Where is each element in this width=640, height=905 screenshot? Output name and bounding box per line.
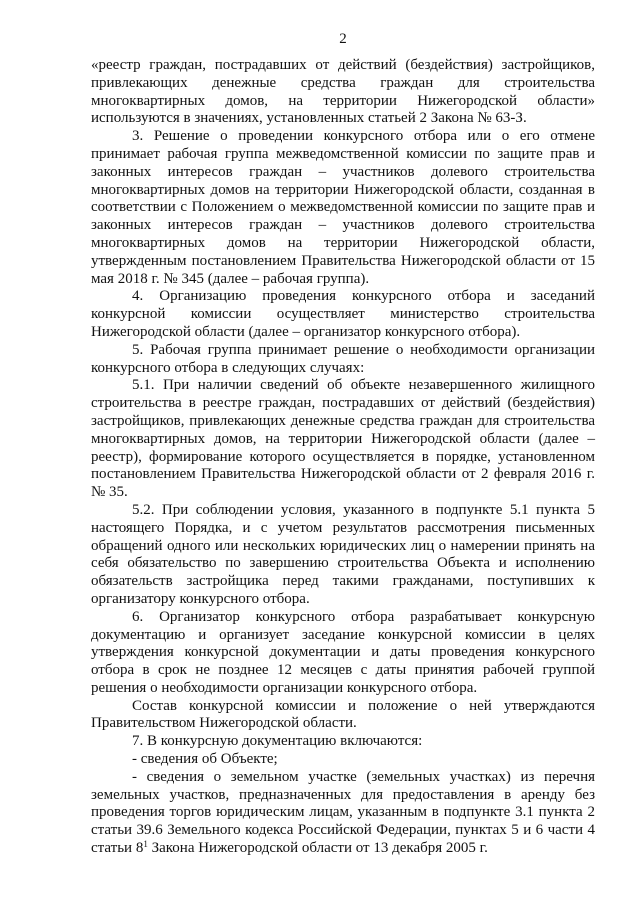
page-number: 2 [339, 31, 347, 47]
paragraph-5-cases: 5. Рабочая группа принимает решение о необходимости организации конкурсного отбора в следующих случаях: [91, 341, 595, 376]
document-page [91, 30, 595, 858]
paragraph-7-documentation-contents: 7. В конкурсную документацию включаются: [132, 733, 423, 750]
land-plot-text: - сведения о земельном участке (земельных участках) из перечня земельных участков, предназначенных для предоставления в аренду без проведения торгов юридическим лицам, указанным в подпункте 3.1 пункта 2 статьи 39.6 Земельного кодекса Российской Федерации, пунктах 5 и 6 части 4 статьи 8 [91, 768, 595, 857]
list-item-object-info: - сведения об Объекте; [132, 751, 278, 768]
paragraph-3-working-group-decision: 3. Решение о проведении конкурсного отбора или о его отмене принимает рабочая группа межведомственной комиссии по защите прав и законных интересов граждан – участников долевого строительства многоквартирных домов на территории Нижегородской области, созданная в соответствии с Положением о межведомственной комиссии по защите прав и законных интересов граждан – участников долевого строительства многоквартирных домов на территории Нижегородской области, утвержденным постановлением Правительства Нижегородской области от 15 мая 2018 г. № 345 (далее – рабочая группа). [91, 128, 595, 287]
paragraph-6-documentation: 6. Организатор конкурсного отбора разрабатывает конкурсную документацию и организует заседание конкурсной комиссии в целях утверждения конкурсной документации и даты проведения конкурсного отбора в срок не позднее 12 месяцев с даты принятия рабочей группой решения о необходимости организации конкурсного отбора. [91, 608, 595, 696]
paragraph-commission-composition: Состав конкурсной комиссии и положение о ней утверждаются Правительством Нижегородской области. [91, 697, 595, 732]
paragraph-5-1: 5.1. При наличии сведений об объекте незавершенного жилищного строительства в реестре граждан, пострадавших от действий (бездействия) застройщиков, привлекающих денежные средства граждан для строительства многоквартирных домов, на территории Нижегородской области (далее – реестр), формирование которого осуществляется в порядке, установленном постановлением Правительства Нижегородской области от 2 февраля 2016 г. № 35. [91, 377, 595, 501]
paragraph-4-organizer: 4. Организацию проведения конкурсного отбора и заседаний конкурсной комиссии осуществляет министерство строительства Нижегородской области (далее – организатор конкурсного отбора). [91, 288, 595, 340]
land-plot-text-end: Закона Нижегородской области от 13 декабря 2005 г. [147, 840, 488, 857]
paragraph-5-2: 5.2. При соблюдении условия, указанного в подпункте 5.1 пункта 5 настоящего Порядка, и с учетом результатов рассмотрения письменных обращений одного или нескольких юридических лиц о намерении принять на себя обязательство по завершению строительства Объекта и исполнению обязательств застройщика перед такими гражданами, поступивших к организатору конкурсного отбора. [91, 501, 595, 607]
superscript-marker: 1 [143, 839, 148, 850]
list-item-land-plot-info [91, 769, 595, 858]
paragraph-definitions-continuation: «реестр граждан, пострадавших от действий (бездействия) застройщиков, привлекающих денежные средства граждан для строительства многоквартирных домов, на территории Нижегородской области» используются в значениях, установленных статьей 2 Закона № 63-З. [91, 57, 595, 127]
